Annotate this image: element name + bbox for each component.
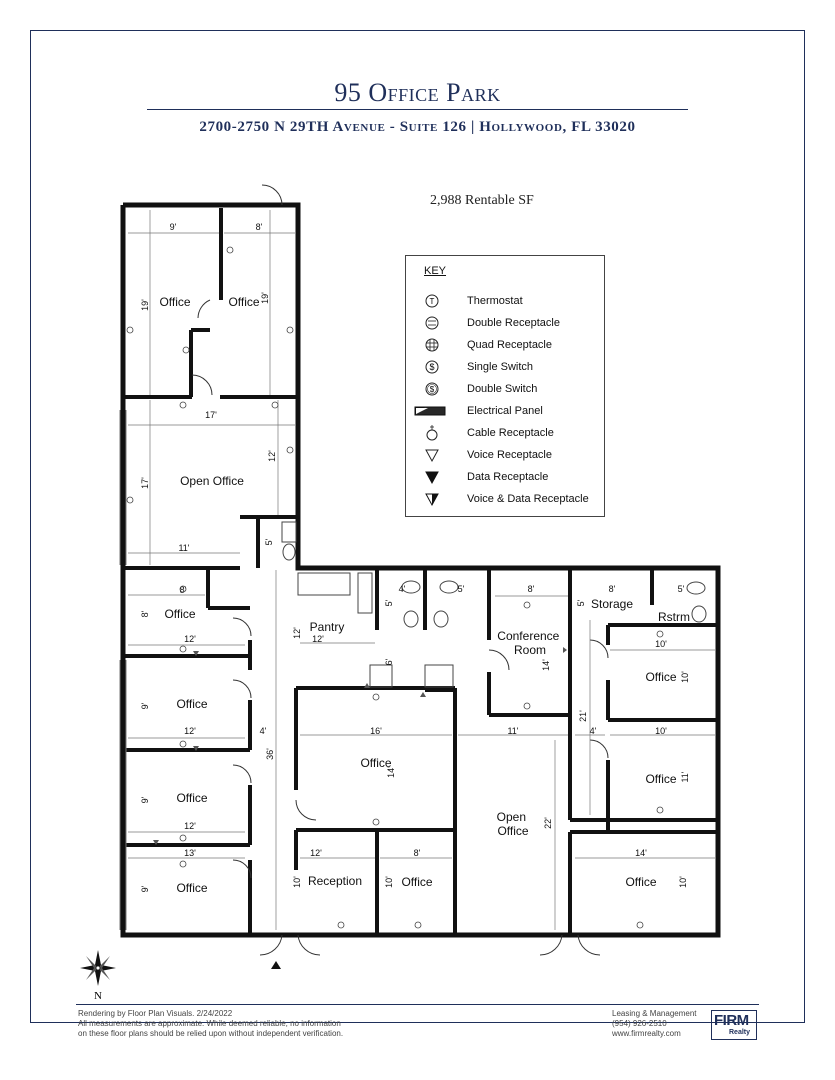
dim-label: 17'	[140, 477, 150, 489]
dim-label: 5'	[384, 599, 394, 607]
contact-line: www.firmrealty.com	[612, 1029, 681, 1038]
voice-receptacle-icon	[422, 446, 442, 464]
dim-label: 8'	[413, 848, 421, 858]
double-switch-icon	[422, 380, 442, 398]
dim-label: 12'	[310, 848, 322, 858]
room-office-s1: Office	[401, 875, 433, 889]
legend-label: Voice Receptacle	[467, 449, 552, 461]
dim-label: 14'	[541, 659, 551, 671]
dim-label: 9'	[140, 702, 150, 710]
legend-row	[406, 380, 606, 400]
footer-line: Rendering by Floor Plan Visuals. 2/24/2022	[78, 1009, 233, 1018]
dim-label: 12'	[292, 627, 302, 639]
legend-label: Quad Receptacle	[467, 339, 552, 351]
room-office-w3: Office	[176, 791, 208, 805]
contact-line: Leasing & Management	[612, 1009, 697, 1018]
dim-label: 10'	[655, 726, 667, 736]
dim-label: 21'	[578, 710, 588, 722]
compass-rose-icon	[78, 948, 118, 1004]
dim-label: 8'	[179, 585, 187, 595]
legend-label: Electrical Panel	[467, 405, 543, 417]
dim-label: 6'	[384, 658, 394, 666]
logo-main: FIRM	[714, 1012, 749, 1029]
dim-label: 8'	[255, 222, 263, 232]
room-reception: Reception	[307, 874, 363, 888]
room-conference	[497, 629, 562, 657]
room-office-e1: Office	[645, 670, 677, 684]
room-pantry: Pantry	[309, 620, 345, 634]
dim-label: 4'	[259, 726, 267, 736]
contact-line: (954) 926-2510	[612, 1019, 667, 1028]
data-receptacle-icon	[422, 468, 442, 486]
room-office-w4: Office	[176, 881, 208, 895]
dim-label: 12'	[184, 821, 196, 831]
single-switch-icon	[422, 358, 442, 376]
dim-label: 9'	[169, 222, 177, 232]
room-office-center: Office	[360, 756, 392, 770]
room-rstrm: Rstrm	[658, 610, 690, 624]
dim-label: 9'	[140, 885, 150, 893]
legend-title: KEY	[424, 265, 447, 277]
legend-row	[406, 424, 606, 444]
compass-label: N	[94, 990, 102, 1002]
room-office-nw2: Office	[228, 295, 260, 309]
dim-label: 10'	[384, 876, 394, 888]
dim-label: 11'	[680, 771, 690, 783]
dim-label: 11'	[507, 726, 519, 736]
dim-label: 10'	[680, 671, 690, 683]
firm-realty-logo	[711, 1010, 757, 1040]
svg-text:$: $	[429, 362, 435, 372]
dim-label: 5'	[457, 584, 465, 594]
dim-label: 10'	[292, 876, 302, 888]
legend-label: Single Switch	[467, 361, 534, 373]
room-office-s2: Office	[625, 875, 657, 889]
quad-receptacle-icon	[422, 336, 442, 354]
dim-label: 12'	[312, 634, 324, 644]
room-office-w1: Office	[164, 607, 196, 621]
dim-label: 9'	[140, 796, 150, 804]
cable-receptacle-icon	[422, 424, 442, 442]
logo-sub: Realty	[729, 1029, 751, 1036]
svg-text:T: T	[429, 297, 435, 306]
legend-row	[406, 490, 606, 510]
dim-label: 17'	[205, 410, 217, 420]
dim-label: 12'	[184, 726, 196, 736]
dim-label: 12'	[184, 634, 196, 644]
room-storage: Storage	[590, 597, 634, 611]
legend-row	[406, 446, 606, 466]
legend-label: Data Receptacle	[467, 471, 549, 483]
room-conference-line1: Conference	[497, 629, 560, 643]
footer-disclaimer	[78, 1009, 408, 1039]
legend-row	[406, 358, 606, 378]
dim-label: 22'	[543, 817, 553, 829]
legend-row	[406, 336, 606, 356]
footer-line: All measurements are approximate. While deemed reliable, no information	[78, 1019, 341, 1028]
legend-row	[406, 292, 606, 312]
entrance-marker	[271, 961, 281, 969]
dim-label: 4'	[398, 584, 406, 594]
dim-label: 5'	[677, 584, 685, 594]
room-office-e2: Office	[645, 772, 677, 786]
legend-label: Cable Receptacle	[467, 427, 554, 439]
legend-row	[406, 314, 606, 334]
legend-row	[406, 468, 606, 488]
dim-label: 10'	[655, 639, 667, 649]
room-open-office-line1: Open	[496, 810, 527, 824]
legend-label: Voice & Data Receptacle	[467, 493, 589, 505]
room-office-nw1: Office	[159, 295, 191, 309]
thermostat-icon	[422, 292, 442, 310]
dim-label: 19'	[260, 292, 270, 304]
dim-label: 12'	[267, 450, 277, 462]
dim-label: 8'	[527, 584, 535, 594]
rentable-sf: 2,988 Rentable SF	[430, 193, 534, 208]
room-open-office-line2: Office	[497, 824, 529, 838]
dim-label: 14'	[635, 848, 647, 858]
page-subtitle: 2700-2750 N 29TH Avenue - Suite 126 | Hollywood, FL 33020	[199, 119, 636, 135]
room-open-office-center	[497, 810, 530, 838]
fixtures	[282, 522, 706, 687]
dim-label: 8'	[140, 610, 150, 618]
dim-label: 13'	[184, 848, 196, 858]
legend-row	[406, 402, 606, 422]
dim-label: 10'	[678, 876, 688, 888]
legend-label: Double Receptacle	[467, 317, 560, 329]
dim-label: 16'	[370, 726, 382, 736]
dim-label: 8'	[608, 584, 616, 594]
dim-label: 5'	[576, 599, 586, 607]
dim-label: 19'	[140, 299, 150, 311]
dim-label: 4'	[589, 726, 597, 736]
electrical-panel-icon	[414, 402, 446, 420]
dim-label: 36'	[265, 748, 275, 760]
footer-line: on these floor plans should be relied upon without independent verification.	[78, 1029, 344, 1038]
legend-label: Double Switch	[467, 383, 538, 395]
room-conference-line2: Room	[513, 643, 547, 657]
voice-data-receptacle-icon	[422, 490, 442, 508]
svg-text:$: $	[429, 385, 435, 394]
dim-label: 5'	[264, 538, 274, 546]
room-open-office-north: Open Office	[180, 474, 244, 488]
dim-label: 14'	[386, 766, 396, 778]
room-office-w2: Office	[176, 697, 208, 711]
footer-contact	[612, 1009, 697, 1039]
page-title: 95 Office Park	[334, 78, 501, 107]
dim-label: 11'	[178, 543, 190, 553]
double-receptacle-icon	[422, 314, 442, 332]
legend-label: Thermostat	[467, 295, 523, 307]
legend-key	[405, 255, 605, 517]
footer-rule	[76, 1004, 759, 1005]
